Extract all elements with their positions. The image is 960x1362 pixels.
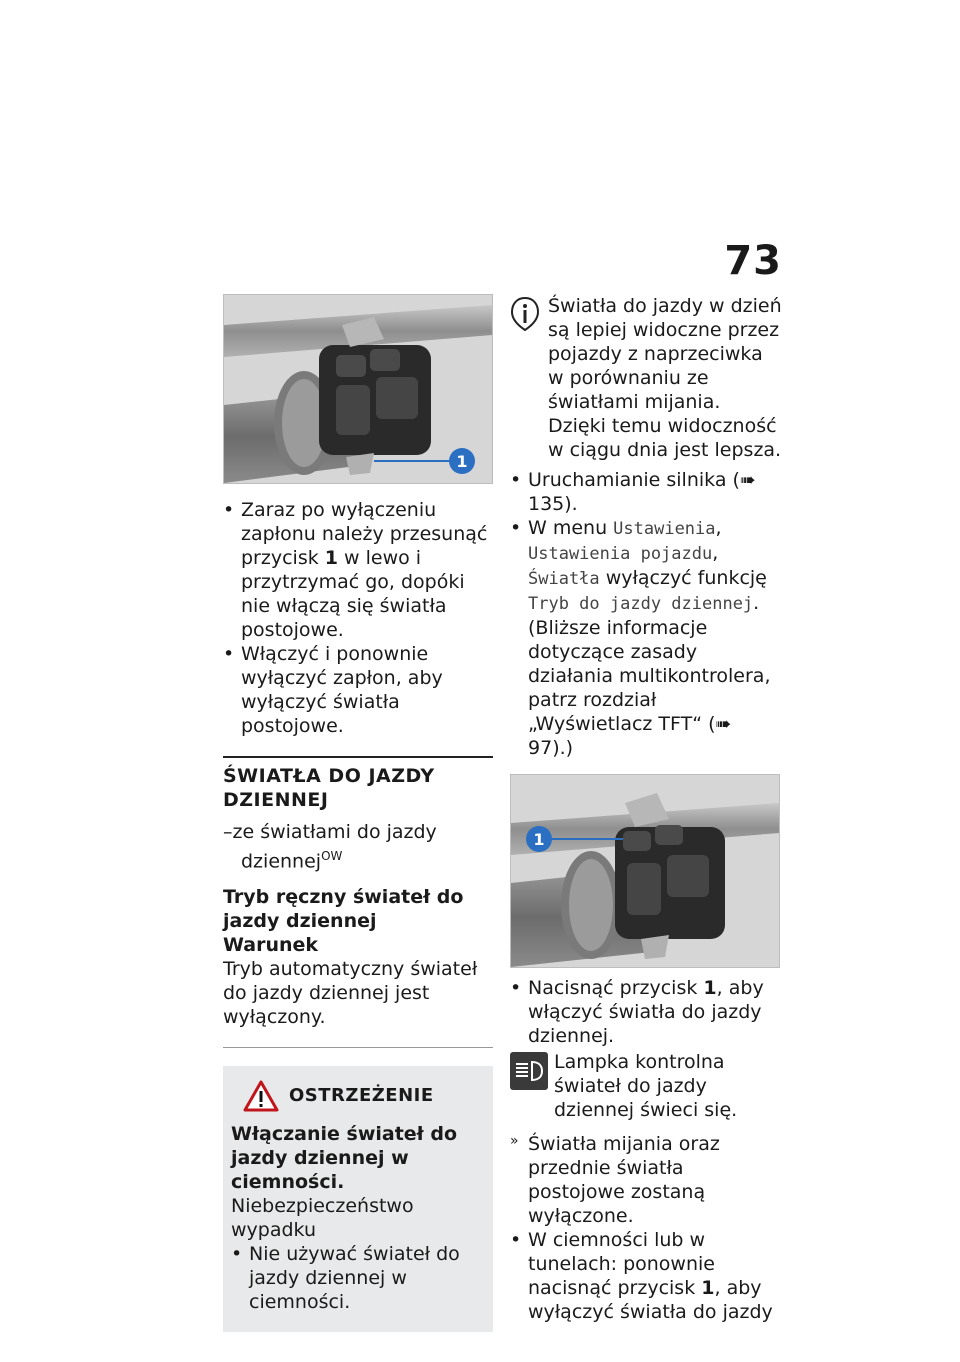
result-item: » Światła mijania oraz przednie światła postojowe zostaną wyłączone. xyxy=(510,1132,782,1228)
info-note: Światła do jazdy w dzień są lepiej widoczne przez pojazdy z naprzeciwka w porównaniu ze światłami mijania. Dzięki temu widoczność w ciągu dnia jest lepsza. xyxy=(510,294,782,462)
indicator-note: Lampka kontrolna świateł do jazdy dziennej świeci się. xyxy=(510,1050,782,1122)
warning-triangle-icon xyxy=(243,1080,279,1112)
handlebar-switch-figure xyxy=(223,294,493,484)
condition-text: Tryb automatyczny świateł do jazdy dziennej jest wyłączony. xyxy=(223,958,478,1029)
figure-callout-1: 1 xyxy=(533,830,545,849)
right-column xyxy=(510,294,782,1324)
left-column xyxy=(223,294,493,1332)
list-item: • Włączyć i ponownie wyłączyć zapłon, aby wyłączyć światła postojowe. xyxy=(223,642,493,738)
warning-box xyxy=(223,1066,493,1332)
warning-text: Niebezpieczeństwo wypadku xyxy=(231,1195,414,1242)
warning-bold: Włączanie świateł do jazdy dziennej w ciemności. xyxy=(231,1123,457,1194)
figure-callout-1: 1 xyxy=(456,452,468,471)
page-number: 73 xyxy=(724,238,782,284)
warning-title: OSTRZEŻENIE xyxy=(289,1085,434,1107)
handlebar-switch-illustration xyxy=(224,295,492,483)
list-item: • Nacisnąć przycisk 1, aby włączyć światła do jazdy dziennej. xyxy=(510,976,782,1048)
sub-heading: Tryb ręczny świateł do jazdy dziennej xyxy=(223,886,464,933)
section-heading: ŚWIATŁA DO JAZDY DZIENNEJ xyxy=(223,756,493,812)
info-icon xyxy=(510,296,540,332)
arrow-ref-icon: ➠ xyxy=(715,713,732,735)
handlebar-switch-figure-2 xyxy=(510,774,780,968)
warning-bullet: • Nie używać świateł do jazdy dziennej w ciemności. xyxy=(231,1242,483,1314)
list-item: • W menu Ustawienia, Ustawienia pojazdu, Światła wyłączyć funkcję Tryb do jazdy dziennej. (Bliższe informacje dotyczące zasady działania multikontrolera, patrz rozdział „Wyświetlacz TFT“ (➠ 97).) xyxy=(510,516,782,760)
list-item: • W ciemności lub w tunelach: ponownie nacisnąć przycisk 1, aby wyłączyć światła do jazdy xyxy=(510,1228,782,1324)
equipment-note: –ze światłami do jazdy dziennej$^{OW}$ xyxy=(223,821,437,873)
list-item: • Zaraz po wyłączeniu zapłonu należy przesunąć przycisk 1 w lewo i przytrzymać go, dopóki nie włączą się światła postojowe. xyxy=(223,498,493,642)
arrow-ref-icon: ➠ xyxy=(739,469,756,491)
condition-heading: Warunek xyxy=(223,934,319,957)
handlebar-switch-illustration-2 xyxy=(511,775,779,967)
daytime-running-light-icon xyxy=(510,1052,548,1090)
list-item: • Uruchamianie silnika (➠ 135). xyxy=(510,468,782,516)
